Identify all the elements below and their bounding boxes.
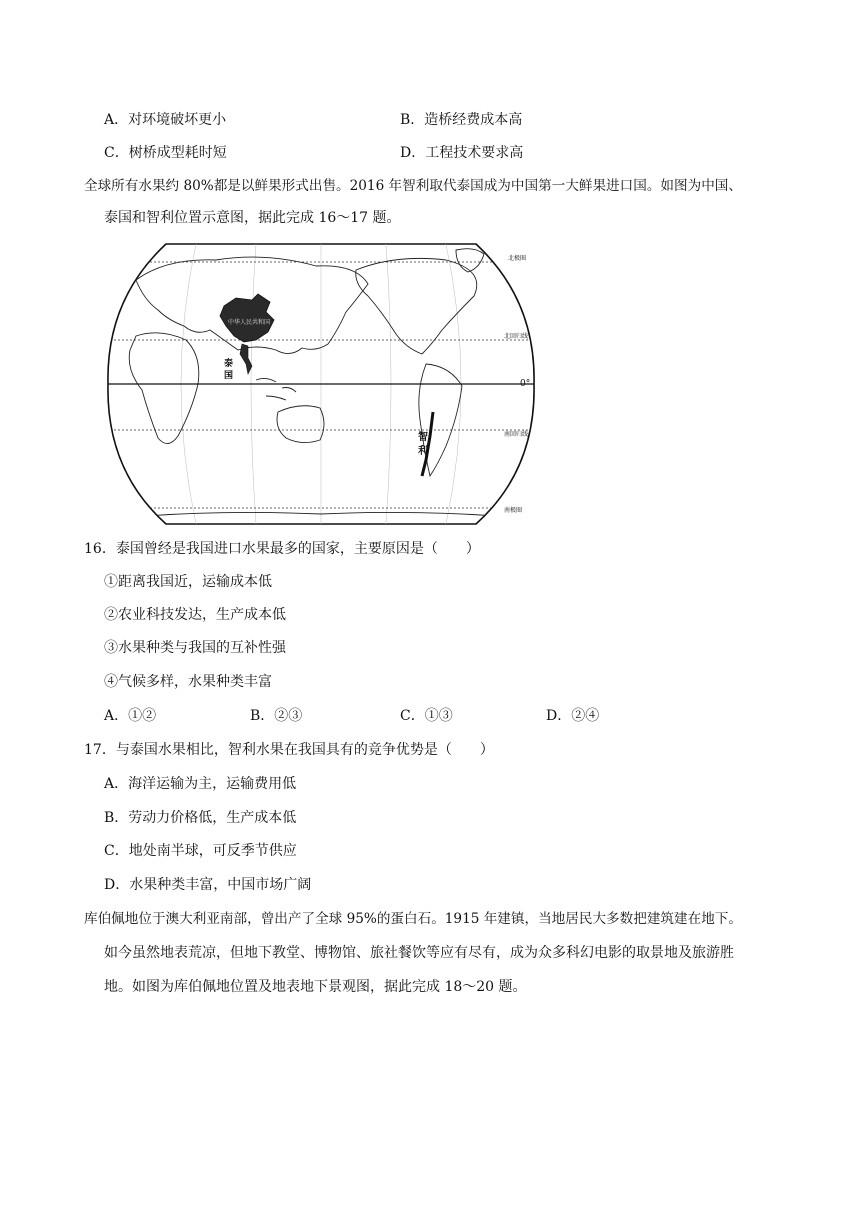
q17-option-b: B．劳动力价格低，生产成本低 [104,810,297,826]
passage1-line1: 全球所有水果约 80%都是以鲜果形式出售。2016 年智利取代泰国成为中国第一大鲜果进口国。如图为中国、 [84,178,742,194]
q17-option-c: C．地处南半球，可反季节供应 [104,843,297,859]
passage1-line2: 泰国和智利位置示意图，据此完成 16～17 题。 [104,210,401,226]
q15-option-a: A．对环境破坏更小 [104,112,227,128]
tropic-capricorn-label: 南回归线 [504,431,529,438]
equator-label: 0° [520,379,531,389]
q15-option-b: B．造桥经费成本高 [400,112,523,128]
q16-option-d: D．②④ [546,708,600,724]
q16-option-b: B．②③ [250,708,303,724]
q16-option-c: C．①③ [400,708,453,724]
q15-option-d: D．工程技术要求高 [400,145,524,161]
passage2-line2: 如今虽然地表荒凉，但地下教堂、博物馆、旅社餐饮等应有尽有，成为众多科幻电影的取景地及旅游胜 [104,945,734,961]
china-label: 中华人民共和国 [228,319,271,326]
q16-option-a: A．①② [104,708,157,724]
tropic-cancer-label: 北回归线 [504,333,529,340]
chile-label-1: 智 [418,432,428,443]
q16-stem: 16．泰国曾经是我国进口水果最多的国家，主要原因是（ ） [84,541,480,557]
q17-option-a: A．海洋运输为主，运输费用低 [104,776,297,792]
passage2-line1: 库伯佩地位于澳大利亚南部，曾出产了全球 95%的蛋白石。1915 年建镇，当地居民大多数把建筑建在地下。 [84,911,742,927]
q16-item-3: ③水果种类与我国的互补性强 [104,640,286,656]
q15-option-c: C．树桥成型耗时短 [104,145,227,161]
thailand-label-1: 泰 [224,359,234,369]
passage2-line3: 地。如图为库伯佩地位置及地表地下景观图，据此完成 18～20 题。 [104,979,527,995]
chile-label-2: 利 [418,446,428,457]
thailand-label-2: 国 [224,371,234,381]
q16-item-4: ④气候多样，水果种类丰富 [104,674,272,690]
arctic-circle-label: 北极圈 [508,255,527,262]
q16-item-1: ①距离我国近，运输成本低 [104,574,272,590]
q16-item-2: ②农业科技发达，生产成本低 [104,607,286,623]
world-map-figure [106,240,536,528]
q17-option-d: D．水果种类丰富，中国市场广阔 [104,877,312,893]
q17-stem: 17．与泰国水果相比，智利水果在我国具有的竞争优势是（ ） [84,742,494,758]
antarctic-circle-label: 南极圈 [504,507,523,514]
